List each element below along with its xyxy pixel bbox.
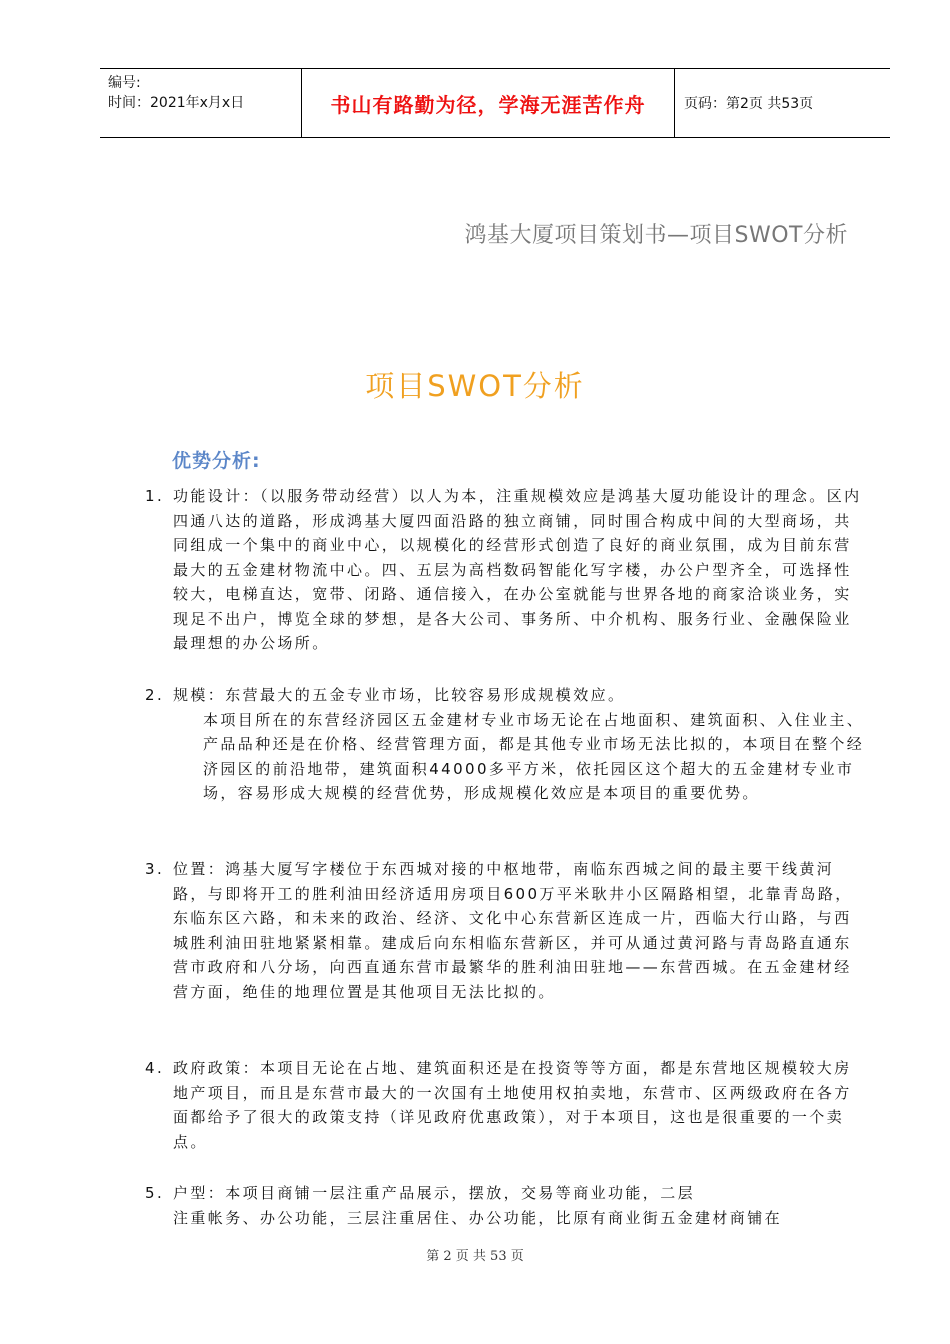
list-item [145, 683, 865, 806]
header-page-label: 页码：第2页 共53页 [684, 96, 814, 112]
section-heading: 优势分析: [172, 450, 261, 472]
time-label: 时间：2021年x月x日 [108, 95, 245, 111]
list-item [145, 1181, 865, 1230]
list-item-number: 4. [145, 1059, 165, 1077]
page-footer: 第 2 页 共 53 页 [426, 1249, 524, 1264]
page-title: 项目SWOT分析 [365, 369, 585, 403]
list-item-text: 户型：本项目商铺一层注重产品展示，摆放，交易等商业功能，二层 [173, 1184, 696, 1202]
list-item-text: 规模：东营最大的五金专业市场，比较容易形成规模效应。 [173, 686, 626, 704]
document-title: 鸿基大厦项目策划书—项目SWOT分析 [464, 223, 848, 248]
header-motto: 书山有路勤为径，学海无涯苦作舟 [330, 92, 646, 117]
list-item [145, 484, 865, 656]
list-item-text: 功能设计：（以服务带动经营）以人为本，注重规模效应是鸿基大厦功能设计的理念。区内四通八达的道路，形成鸿基大厦四面沿路的独立商铺，同时围合构成中间的大型商场，共同组成一个集中的商业中心，以规模化的经营形式创造了良好的商业氛围，成为目前东营最大的五金建材物流中心。四、五层为高档数码智能化写字楼，办公户型齐全，可选择性较大，电梯直达，宽带、闭路、通信接入，在办公室就能与世界各地的商家洽谈业务，实现足不出户，博览全球的梦想，是各大公司、事务所、中介机构、服务行业、金融保险业最理想的办公场所。 [173, 487, 862, 652]
list-item-subtext: 本项目所在的东营经济园区五金建材专业市场无论在占地面积、建筑面积、入住业主、产品品种还是在价格、经营管理方面，都是其他专业市场无法比拟的，本项目在整个经济园区的前沿地带，建筑面积44000多平方米，依托园区这个超大的五金建材专业市场，容易形成大规模的经营优势，形成规模化效应是本项目的重要优势。 [203, 710, 865, 802]
list-item-number: 3. [145, 860, 165, 878]
list-item [145, 857, 865, 1004]
list-item-number: 5. [145, 1184, 165, 1202]
header-table [100, 68, 890, 138]
list-item-text: 位置：鸿基大厦写字楼位于东西城对接的中枢地带，南临东西城之间的最主要干线黄河路，与即将开工的胜利油田经济适用房项目600万平米耿井小区隔路相望，北靠青岛路，东临东区六路，和未来的政治、经济、文化中心东营新区连成一片，西临大行山路，与西城胜利油田驻地紧紧相靠。建成后向东相临东营新区，并可从通过黄河路与青岛路直通东营市政府和八分场，向西直通东营市最繁华的胜利油田驻地——东营西城。在五金建材经营方面，绝佳的地理位置是其他项目无法比拟的。 [173, 860, 853, 1001]
list-item-text: 政府政策：本项目无论在占地、建筑面积还是在投资等等方面，都是东营地区规模较大房地产项目，而且是东营市最大的一次国有土地使用权拍卖地，东营市、区两级政府在各方面都给予了很大的政策支持（详见政府优惠政策），对于本项目，这也是很重要的一个卖点。 [173, 1059, 852, 1151]
list-item-continuation: 注重帐务、办公功能，三层注重居住、办公功能，比原有商业街五金建材商铺在 [173, 1208, 783, 1227]
header-meta [108, 73, 298, 113]
list-item [145, 1056, 865, 1154]
number-label: 编号: [108, 75, 141, 91]
list-item-number: 1. [145, 487, 165, 505]
list-item-number: 2. [145, 686, 165, 704]
header-divider [674, 69, 675, 137]
